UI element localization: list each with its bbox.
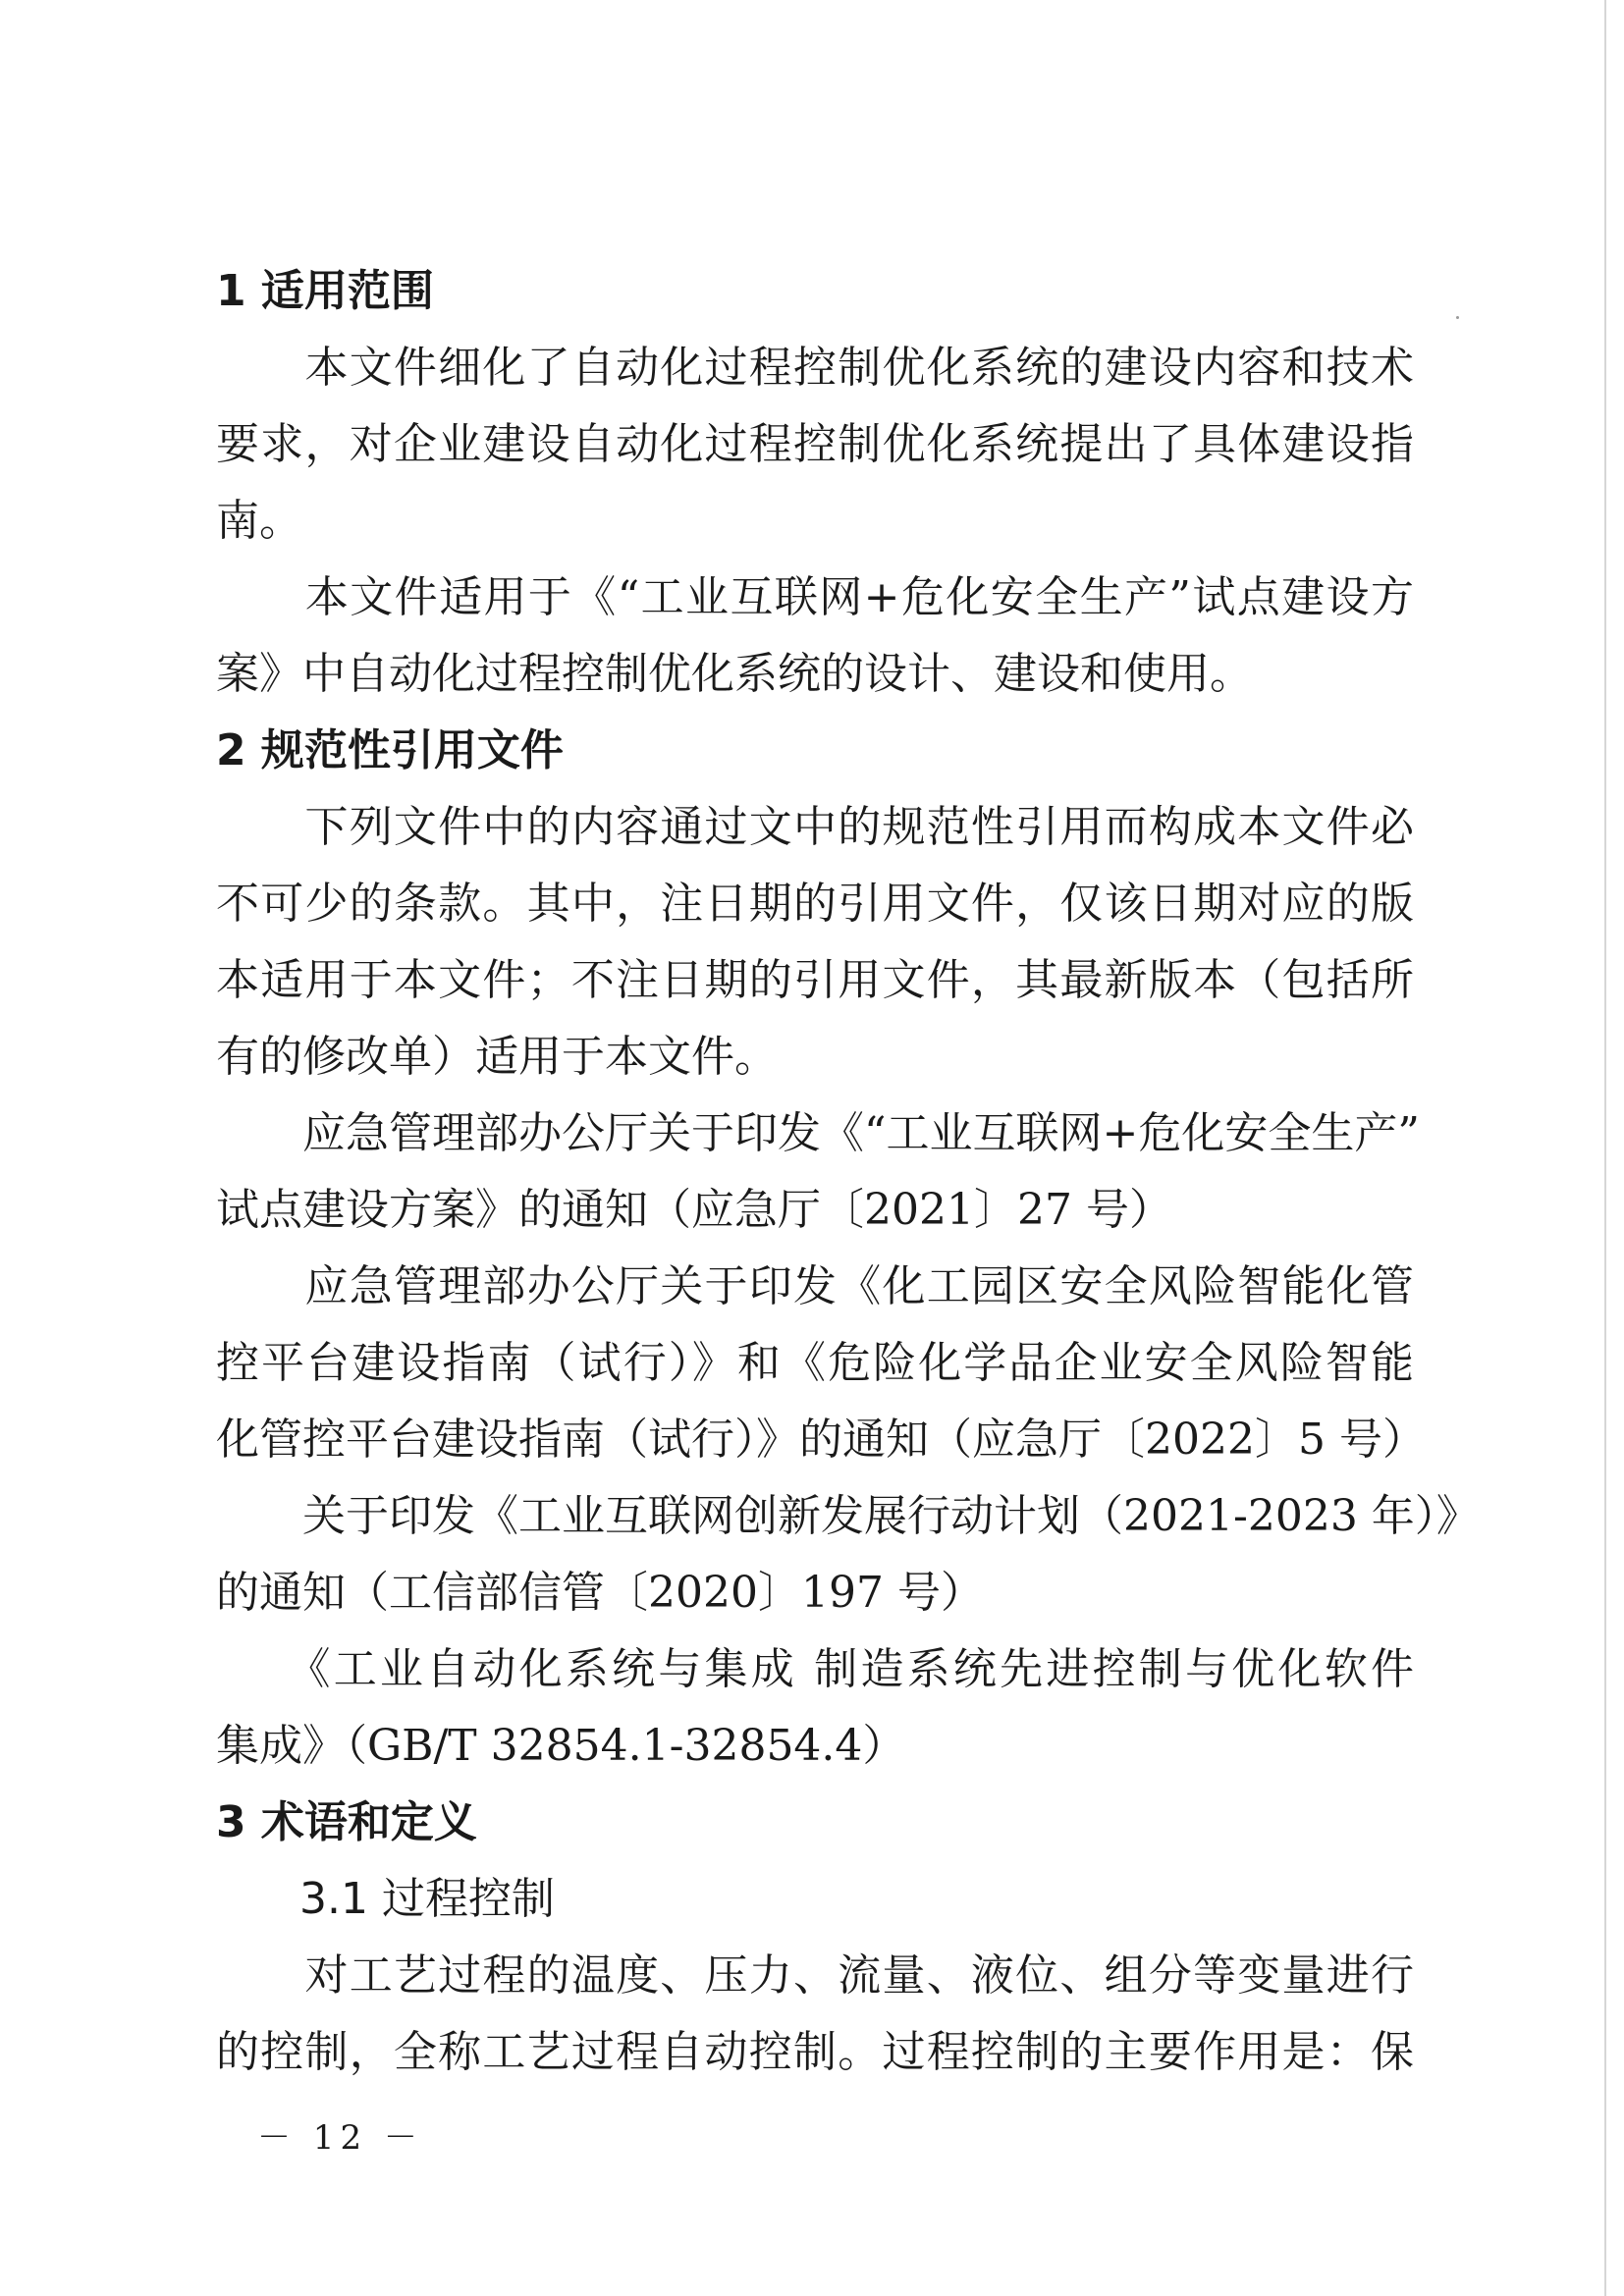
page-edge-shadow: [1604, 0, 1606, 2296]
text-line: 有的修改单）适用于本文件。: [216, 1032, 778, 1082]
text-line: 应急管理部办公厅关于印发《化工园区安全风险智能化管: [216, 1261, 1414, 1311]
text-line: 的控制，全称工艺过程自动控制。过程控制的主要作用是：保: [216, 2027, 1414, 2077]
section-3-heading: 3 术语和定义: [216, 1797, 477, 1847]
section-1-paragraph-1: [216, 330, 1414, 560]
text-line: 不可少的条款。其中，注日期的引用文件，仅该日期对应的版: [216, 879, 1414, 929]
page-number: － 12 －: [257, 2118, 423, 2158]
scan-speck: [1456, 316, 1459, 319]
section-3-1-paragraph: [216, 1938, 1414, 2091]
section-3-1-heading: 3.1 过程控制: [299, 1874, 555, 1924]
text-line: 关于印发《工业互联网创新发展行动计划（2021-2023 年）》: [216, 1491, 1480, 1541]
text-line: 化管控平台建设指南（试行）》的通知（应急厅〔2022〕5 号）: [216, 1415, 1426, 1465]
text-line: 下列文件中的内容通过文中的规范性引用而构成本文件必: [216, 802, 1414, 852]
reference-2: [216, 1249, 1426, 1478]
text-line: 对工艺过程的温度、压力、流量、液位、组分等变量进行: [216, 1950, 1414, 2001]
text-line: 试点建设方案》的通知（应急厅〔2021〕27 号）: [216, 1185, 1172, 1235]
section-2-paragraph-1: [216, 789, 1414, 1095]
document-body: [216, 253, 1480, 2091]
text-line: 《工业自动化系统与集成 制造系统先进控制与优化软件: [216, 1644, 1414, 1694]
text-line: 集成》（GB/T 32854.1-32854.4）: [216, 1721, 906, 1771]
section-1-heading: 1 适用范围: [216, 266, 434, 316]
reference-3: [216, 1478, 1480, 1631]
text-line: 的通知（工信部信管〔2020〕197 号）: [216, 1568, 984, 1618]
text-line: 案》中自动化过程控制优化系统的设计、建设和使用。: [216, 649, 1253, 699]
reference-1: [216, 1095, 1420, 1249]
text-line: 本适用于本文件；不注日期的引用文件，其最新版本（包括所: [216, 955, 1414, 1005]
section-1-paragraph-2: [216, 560, 1414, 713]
text-line: 本文件细化了自动化过程控制优化系统的建设内容和技术: [216, 343, 1414, 393]
reference-4: [216, 1631, 1414, 1785]
text-line: 控平台建设指南（试行）》和《危险化学品企业安全风险智能: [216, 1338, 1414, 1388]
text-line: 本文件适用于《“工业互联网+危化安全生产”试点建设方: [216, 572, 1414, 622]
text-line: 要求，对企业建设自动化过程控制优化系统提出了具体建设指: [216, 419, 1414, 469]
text-line: 应急管理部办公厅关于印发《“工业互联网+危化安全生产”: [216, 1108, 1420, 1158]
text-line: 南。: [216, 496, 302, 546]
section-2-heading: 2 规范性引用文件: [216, 725, 564, 775]
